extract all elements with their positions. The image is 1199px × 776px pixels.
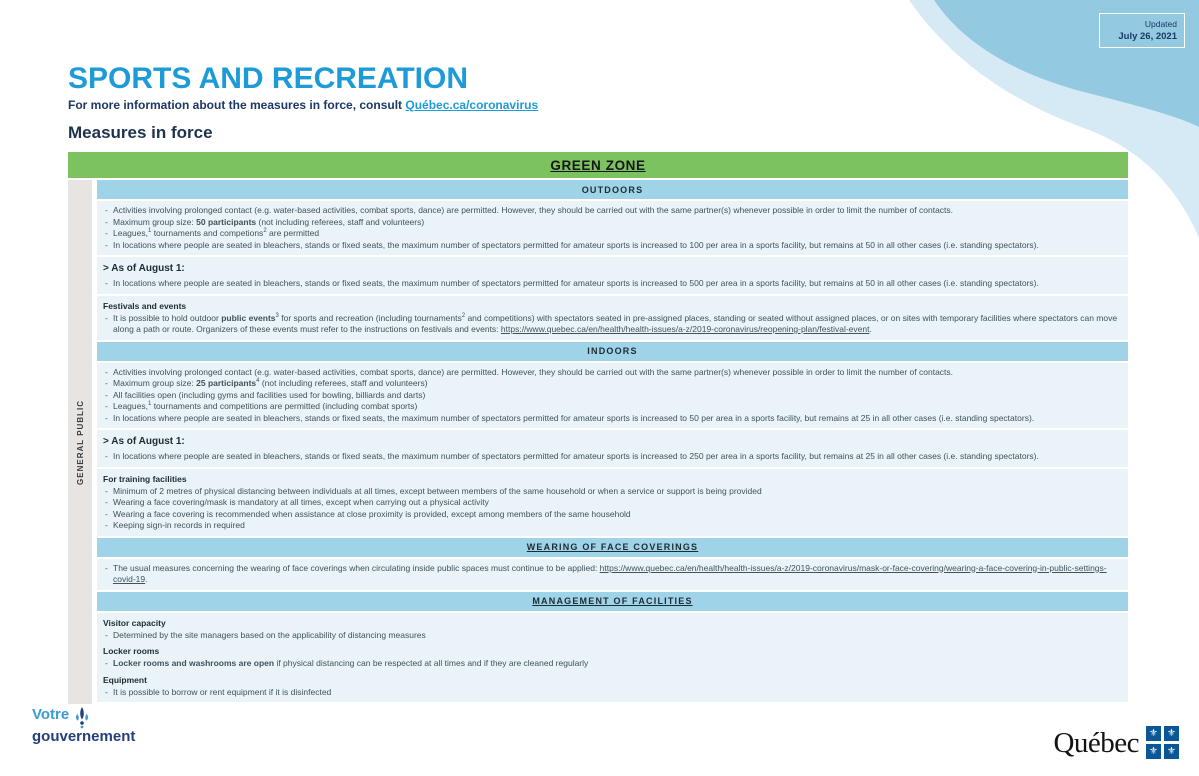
- text-segment: Locker rooms and washrooms are open: [113, 658, 275, 668]
- text-segment: 50 participants: [196, 216, 257, 227]
- gouvernement-label: gouvernement: [32, 728, 136, 745]
- flag-fleur: ⚜: [1146, 726, 1161, 741]
- footnote-marker: 1: [147, 228, 152, 235]
- block-heading: Festivals and events: [103, 300, 187, 311]
- inline-link[interactable]: https://www.quebec.ca/en/health/health-issues/a-z/2019-coronavirus/reopening-plan/festival-event: [500, 324, 870, 334]
- bullet-text: [113, 378, 1118, 390]
- bullet-text: [113, 520, 1118, 532]
- text-segment: .: [869, 324, 872, 334]
- text-segment: 25 participants: [196, 378, 257, 388]
- bullet-dash: -: [105, 205, 108, 215]
- green-zone-banner: [68, 152, 1128, 178]
- bullet-text: [113, 205, 1118, 217]
- section-indoors: [97, 342, 1128, 536]
- bullet-dash: -: [105, 216, 108, 227]
- bullet-item: [103, 630, 1118, 642]
- page-title: SPORTS AND RECREATION: [68, 62, 469, 95]
- coronavirus-link[interactable]: Québec.ca/coronavirus: [405, 98, 539, 112]
- text-segment: are permitted: [266, 228, 320, 238]
- section-management: [97, 592, 1128, 703]
- bullet-text: [113, 687, 1118, 699]
- quebec-wordmark: Québec: [1053, 726, 1139, 759]
- text-segment: In locations where people are seated in bleachers, stands or fixed seats, the maximum number of spectators permitted for amateur sports is increased to 500 per area in a sports facility, but remains at 50 in all other cases (i.e. standing spectators).: [113, 278, 1039, 288]
- bullet-dash: -: [105, 485, 108, 496]
- section-title-face-coverings: WEARING OF FACE COVERINGS: [97, 538, 1128, 557]
- bullet-dash: -: [105, 228, 108, 238]
- sections-container: [97, 180, 1128, 704]
- text-segment: Maximum group size:: [113, 378, 197, 388]
- bullet-dash: -: [105, 658, 108, 668]
- text-segment: tournaments and competions: [151, 228, 264, 238]
- flag-fleur: ⚜: [1164, 744, 1179, 759]
- section-title-management: MANAGEMENT OF FACILITIES: [97, 592, 1128, 611]
- text-segment: All facilities open (including gyms and facilities used for bowling, billiards and darts): [113, 389, 426, 400]
- section-face-coverings: [97, 538, 1128, 590]
- bullet-dash: -: [105, 389, 108, 400]
- fleur-de-lis-icon: [74, 707, 90, 729]
- bullet-item: [103, 390, 1118, 402]
- footnote-marker: 2: [461, 312, 466, 319]
- bullet-dash: -: [105, 378, 108, 388]
- updated-badge: [1099, 13, 1185, 48]
- general-public-strip: [68, 180, 92, 704]
- bullet-item: [103, 486, 1118, 498]
- text-segment: (not including referees, staff and volunteers): [259, 378, 428, 388]
- bullet-item: [103, 658, 1118, 670]
- bullet-text: [113, 630, 1118, 642]
- bullet-item: [103, 205, 1118, 217]
- bullet-item: [103, 278, 1118, 290]
- bullet-text: [113, 367, 1118, 379]
- content-block: [97, 430, 1128, 467]
- block-heading: > As of August 1:: [103, 436, 185, 447]
- updated-label: Updated: [1144, 19, 1177, 29]
- bullet-dash: -: [105, 239, 108, 250]
- text-segment: It is possible to borrow or rent equipment if it is disinfected: [113, 686, 332, 697]
- bullet-dash: -: [105, 278, 108, 288]
- quebec-flag-icon: [1146, 726, 1179, 759]
- bullet-text: [113, 401, 1118, 413]
- section-outdoors: [97, 180, 1128, 340]
- section-title-outdoors: OUTDOORS: [97, 180, 1128, 199]
- bullet-item: [103, 378, 1118, 390]
- bullet-dash: -: [105, 508, 108, 519]
- text-segment: In locations where people are seated in bleachers, stands or fixed seats, the maximum number of spectators permitted for amateur sports is increased to 50 per area in a sports facility, but remains at 25 in all other cases (i.e. standing spectators).: [113, 412, 1035, 423]
- block-heading: > As of August 1:: [103, 263, 185, 274]
- green-zone-label: GREEN ZONE: [550, 157, 646, 173]
- text-segment: In locations where people are seated in bleachers, stands or fixed seats, the maximum number of spectators permitted for amateur sports is increased to 250 per area in a sports facility, but remains at 25 in all other cases (i.e. standing spectators).: [113, 451, 1039, 461]
- bullet-text: [113, 497, 1118, 509]
- footnote-marker: 2: [263, 228, 267, 235]
- bullet-text: [113, 390, 1118, 402]
- content-block: [97, 296, 1128, 340]
- text-segment: Leagues,: [113, 401, 148, 411]
- bullet-item: [103, 497, 1118, 509]
- bullet-item: [103, 367, 1118, 379]
- text-segment: It is possible to hold outdoor: [113, 312, 222, 323]
- measures-heading: Measures in force: [68, 123, 213, 142]
- content-block: [97, 613, 1128, 703]
- general-public-label: GENERAL PUBLIC: [75, 399, 85, 485]
- bullet-item: [103, 401, 1118, 413]
- bullet-text: [113, 563, 1118, 586]
- text-segment: Wearing a face covering is recommended when assistance at close proximity is provided, except among members of the same household: [113, 508, 631, 519]
- bullet-dash: -: [105, 366, 108, 377]
- text-segment: (not including referees, staff and volunteers): [256, 216, 425, 227]
- bullet-item: [103, 563, 1118, 586]
- quebec-logo: [1053, 726, 1179, 759]
- text-segment: tournaments and competitions are permitted (including combat sports): [151, 401, 418, 411]
- bullet-text: [113, 240, 1118, 252]
- bullet-dash: -: [105, 312, 108, 323]
- block-heading: Locker rooms: [103, 646, 160, 656]
- text-segment: The usual measures concerning the wearing of face coverings when circulating inside public spaces must continue to be applied:: [113, 562, 600, 573]
- bullet-item: [103, 240, 1118, 252]
- bullet-item: [103, 313, 1118, 336]
- text-segment: Leagues,: [113, 228, 148, 238]
- content-block: [97, 201, 1128, 255]
- block-heading: Visitor capacity: [103, 617, 166, 628]
- inline-link[interactable]: https://www.quebec.ca/en/health/health-issues/a-z/2019-coronavirus/mask-or-face-covering/wearing-a-face-covering-in-public-settings-covid-19: [113, 562, 1107, 584]
- bullet-dash: -: [105, 451, 108, 461]
- text-segment: Activities involving prolonged contact (e.g. water-based activities, combat sports, dance) are permitted. However, they should be carried out with the same partner(s) whenever possible in order to limit the number of contacts.: [113, 205, 954, 215]
- text-segment: if physical distancing can be respected at all times and if they are cleaned regularly: [274, 658, 589, 668]
- bullet-item: [103, 509, 1118, 521]
- text-segment: and competitions) with spectators seated in pre-assigned places, standing or seated without assigned places, or on sites with temporary facilities where spectators can move along a path or route. Organizers of these events must refer to the instructions on festivals and events:: [113, 312, 1118, 334]
- bullet-dash: -: [105, 686, 108, 697]
- subtitle-text: For more information about the measures in force, consult: [68, 98, 406, 112]
- footnote-marker: 1: [147, 401, 152, 408]
- block-heading: Equipment: [103, 674, 147, 685]
- text-segment: Determined by the site managers based on the applicability of distancing measures: [113, 629, 426, 640]
- bullet-text: [113, 313, 1118, 336]
- votre-gouvernement-logo: [32, 707, 135, 744]
- text-segment: Activities involving prolonged contact (e.g. water-based activities, combat sports, dance) are permitted. However, they should be carried out with the same partner(s) whenever possible in order to limit the number of contacts.: [113, 366, 954, 377]
- bullet-text: [113, 509, 1118, 521]
- bullet-dash: -: [105, 520, 108, 530]
- text-segment: Keeping sign-in records in required: [113, 520, 245, 530]
- bullet-item: [103, 520, 1118, 532]
- footnote-marker: 4: [256, 378, 260, 385]
- text-segment: Minimum of 2 metres of physical distancing between individuals at all times, except between members of the same household or when a service or support is being provided: [113, 485, 762, 496]
- text-segment: Maximum group size:: [113, 216, 197, 227]
- bullet-text: [113, 451, 1118, 463]
- bullet-item: [103, 217, 1118, 229]
- text-segment: public events: [221, 312, 276, 323]
- bullet-dash: -: [105, 562, 108, 573]
- flag-fleur: ⚜: [1164, 726, 1179, 741]
- content-block: [97, 559, 1128, 590]
- bullet-dash: -: [105, 497, 108, 507]
- text-segment: .: [145, 574, 148, 584]
- text-segment: Wearing a face covering/mask is mandatory at all times, except when carrying out a physical activity: [113, 497, 489, 507]
- text-segment: In locations where people are seated in bleachers, stands or fixed seats, the maximum number of spectators permitted for amateur sports is increased to 100 per area in a sports facility, but remains at 50 in all other cases (i.e. standing spectators).: [113, 239, 1039, 250]
- text-segment: for sports and recreation (including tournaments: [278, 312, 462, 323]
- zone-body: [68, 180, 1128, 704]
- bullet-dash: -: [105, 629, 108, 640]
- bullet-text: [113, 658, 1118, 670]
- content-block: [97, 469, 1128, 536]
- content-block: [97, 363, 1128, 429]
- subtitle: [68, 98, 538, 112]
- block-heading: For training facilities: [103, 473, 187, 484]
- updated-date: July 26, 2021: [1118, 31, 1177, 42]
- bullet-item: [103, 413, 1118, 425]
- footnote-marker: 3: [275, 312, 279, 319]
- bullet-text: [113, 278, 1118, 290]
- bullet-text: [113, 228, 1118, 240]
- bullet-item: [103, 228, 1118, 240]
- bullet-text: [113, 413, 1118, 425]
- votre-label: Votre: [32, 706, 70, 723]
- bullet-item: [103, 451, 1118, 463]
- bullet-dash: -: [105, 401, 108, 411]
- bullet-text: [113, 486, 1118, 498]
- content-block: [97, 257, 1128, 294]
- section-title-indoors: INDOORS: [97, 342, 1128, 361]
- bullet-item: [103, 687, 1118, 699]
- bullet-text: [113, 217, 1118, 229]
- flag-fleur: ⚜: [1146, 744, 1161, 759]
- bullet-dash: -: [105, 412, 108, 423]
